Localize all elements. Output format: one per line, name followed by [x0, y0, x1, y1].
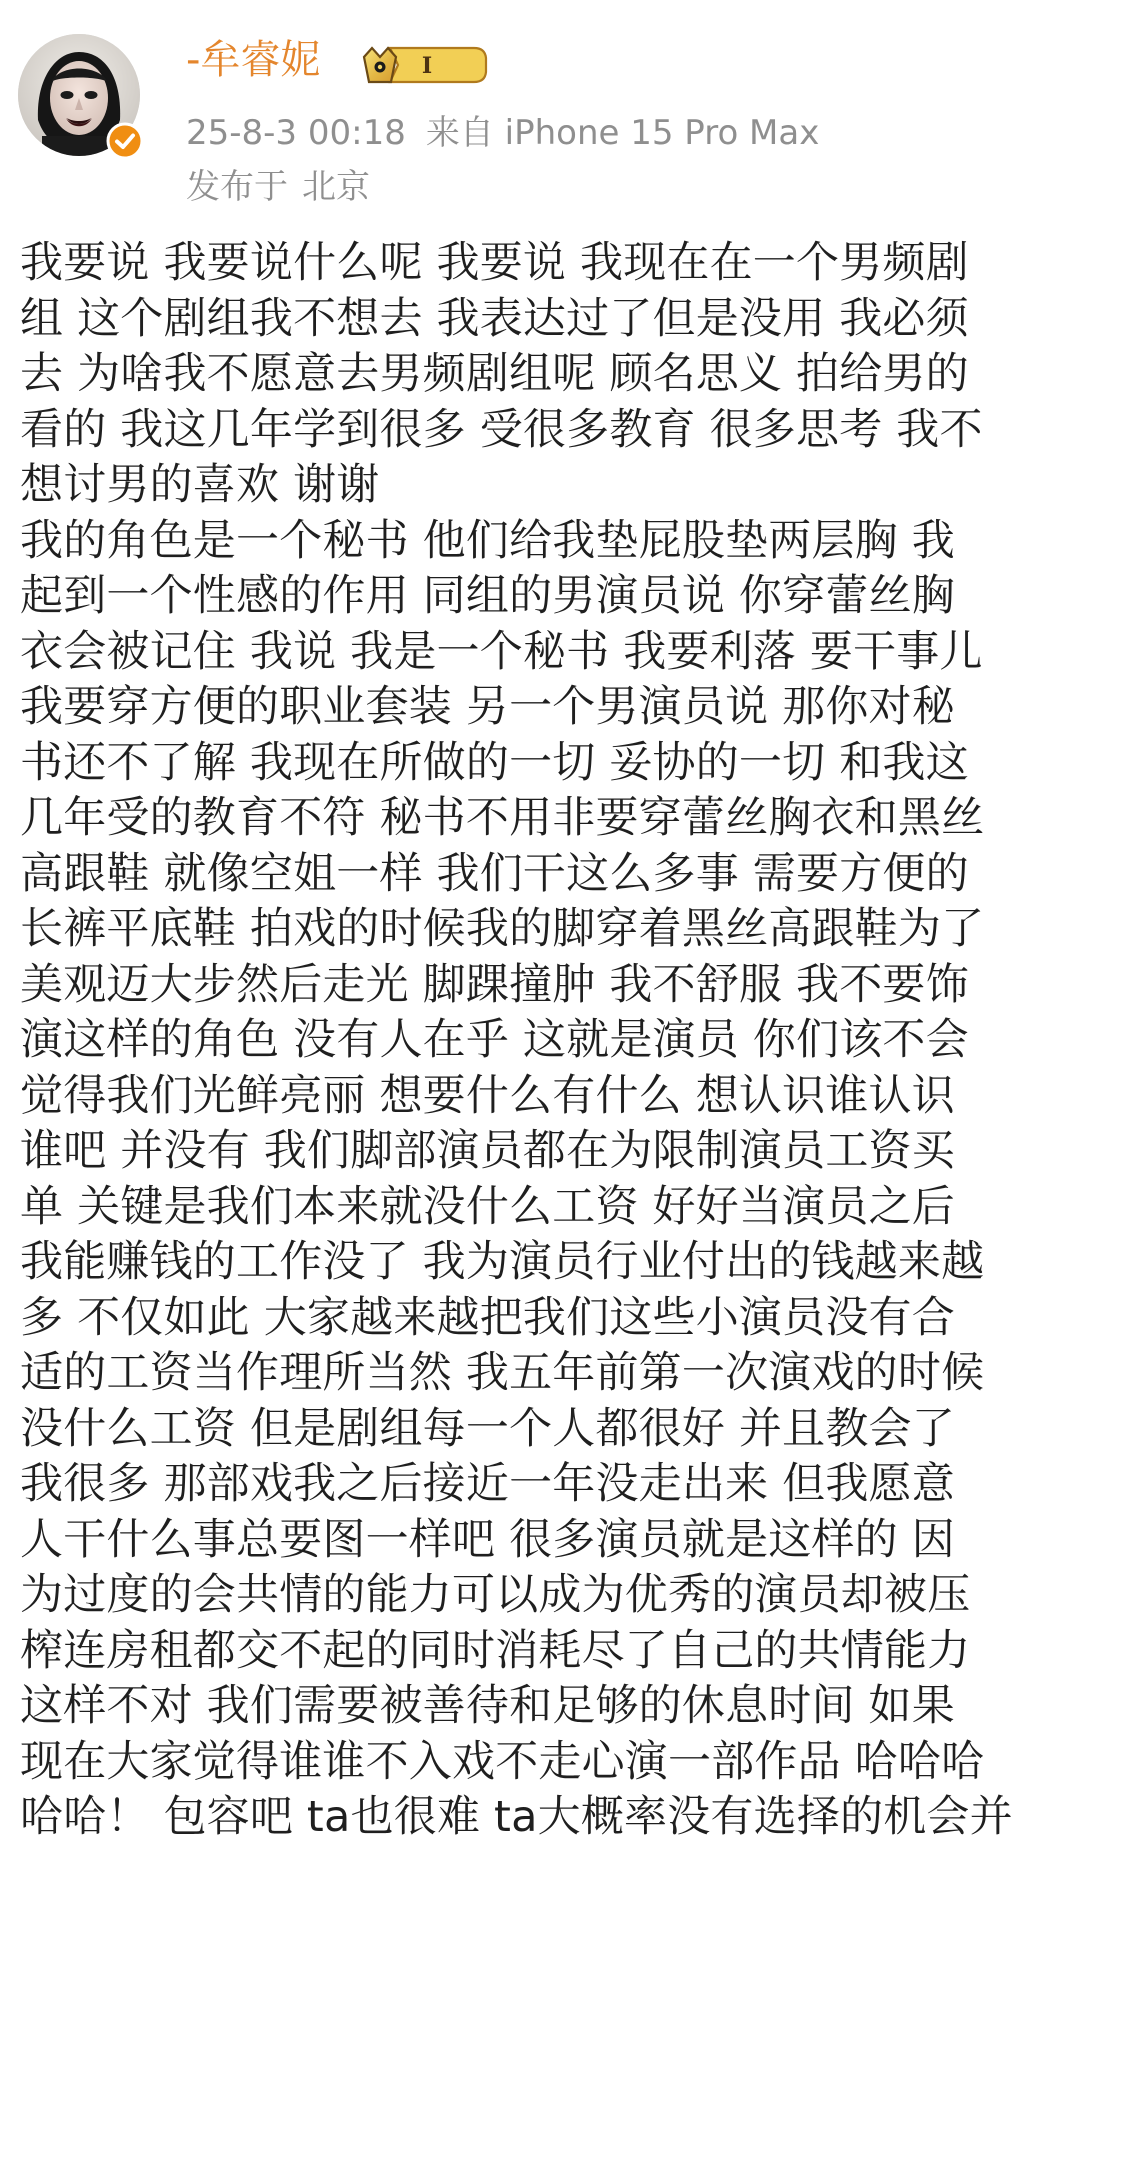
post-line: 几年受的教育不符 秘书不用非要穿蕾丝胸衣和黑丝 — [20, 793, 985, 843]
level-badge-label: I — [421, 53, 433, 79]
post-source: 来自 iPhone 15 Pro Max — [425, 113, 820, 153]
post-header — [0, 0, 1132, 210]
author-name[interactable]: -牟睿妮 — [186, 37, 321, 83]
post-line: 起到一个性感的作用 同组的男演员说 你穿蕾丝胸 — [20, 571, 955, 621]
post-line: 现在大家觉得谁谁不入戏不走心演一部作品 哈哈哈 — [20, 1736, 985, 1787]
post-line: 为过度的会共情的能力可以成为优秀的演员却被压 — [20, 1570, 971, 1620]
post-line: 觉得我们光鲜亮丽 想要什么有什么 想认识谁认识 — [20, 1070, 955, 1121]
post-line: 演这样的角色 没有人在乎 这就是演员 你们该不会 — [20, 1015, 969, 1065]
post-line: 谁吧 并没有 我们脚部演员都在为限制演员工资买 — [20, 1126, 955, 1176]
location-prefix: 发布于 — [186, 167, 288, 207]
post-line: 看的 我这几年学到很多 受很多教育 很多思考 我不 — [20, 404, 983, 455]
post-line: 单 关键是我们本来就没什么工资 好好当演员之后 — [20, 1181, 955, 1232]
verified-badge-icon — [106, 122, 144, 160]
post-line: 长裤平底鞋 拍戏的时候我的脚穿着黑丝高跟鞋为了 — [20, 904, 985, 954]
crown-level-icon[interactable] — [356, 40, 490, 90]
post-line: 高跟鞋 就像空姐一样 我们干这么多事 需要方便的 — [20, 848, 969, 899]
post-content — [20, 236, 1120, 1846]
post-line: 去 为啥我不愿意去男频剧组呢 顾名思义 拍给男的 — [20, 349, 969, 399]
post-line: 衣会被记住 我说 我是一个秘书 我要利落 要干事儿 — [20, 626, 983, 677]
post-line: 美观迈大步然后走光 脚踝撞肿 我不舒服 我不要饰 — [20, 959, 969, 1010]
post-line: 我要穿方便的职业套装 另一个男演员说 那你对秘 — [20, 682, 955, 732]
post-line: 我能赚钱的工作没了 我为演员行业付出的钱越来越 — [20, 1237, 985, 1287]
post-line: 我要说 我要说什么呢 我要说 我现在在一个男频剧 — [20, 238, 969, 288]
post-line: 想讨男的喜欢 谢谢 — [20, 460, 380, 510]
post-location — [186, 166, 370, 208]
post-line: 这样不对 我们需要被善待和足够的休息时间 如果 — [20, 1681, 955, 1731]
post-line: 适的工资当作理所当然 我五年前第一次演戏的时候 — [20, 1348, 985, 1398]
post-line: 人干什么事总要图一样吧 很多演员就是这样的 因 — [20, 1514, 955, 1565]
post-line: 哈哈！ 包容吧 ta也很难 ta大概率没有选择的机会并 — [20, 1792, 1013, 1842]
post-line: 没什么工资 但是剧组每一个人都很好 并且教会了 — [20, 1403, 955, 1454]
location-value: 北京 — [302, 167, 370, 207]
post-line: 多 不仅如此 大家越来越把我们这些小演员没有合 — [20, 1292, 955, 1343]
avatar-container[interactable] — [18, 34, 140, 156]
post-timestamp: 25-8-3 00:18 — [186, 113, 406, 153]
post-line: 我很多 那部戏我之后接近一年没走出来 但我愿意 — [20, 1459, 955, 1509]
post-line: 榨连房租都交不起的同时消耗尽了自己的共情能力 — [20, 1625, 971, 1676]
post-line: 我的角色是一个秘书 他们给我垫屁股垫两层胸 我 — [20, 515, 955, 566]
post-line: 组 这个剧组我不想去 我表达过了但是没用 我必须 — [20, 293, 969, 344]
post-line: 书还不了解 我现在所做的一切 妥协的一切 和我这 — [20, 737, 969, 788]
post-meta — [186, 112, 819, 154]
